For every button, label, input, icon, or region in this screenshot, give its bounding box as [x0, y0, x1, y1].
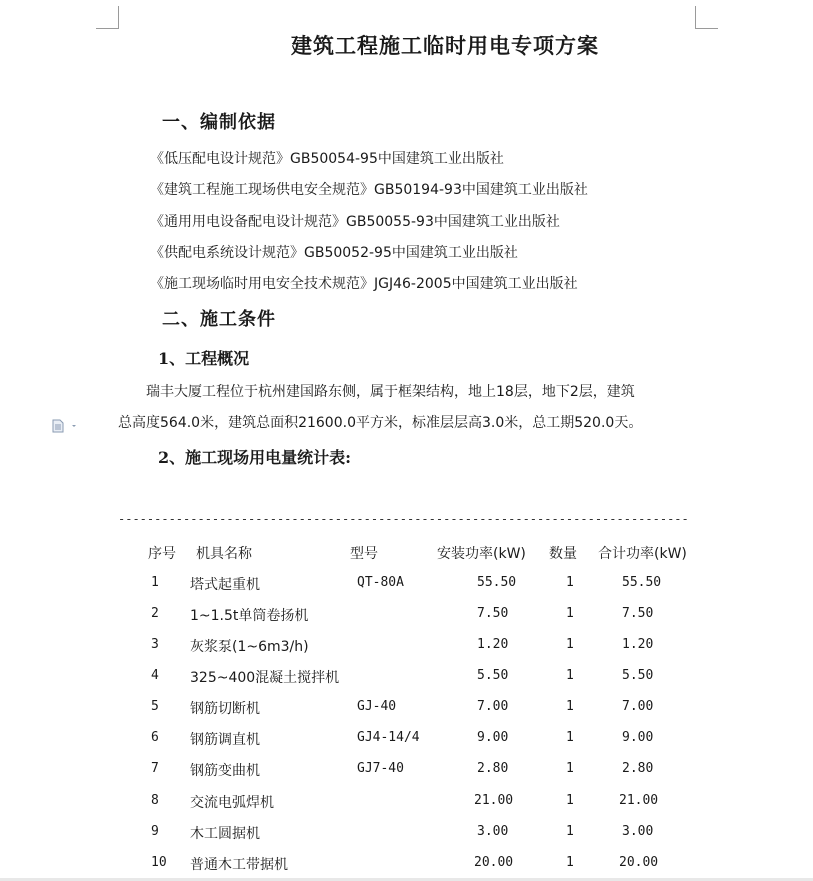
reference-item: 《施工现场临时用电安全技术规范》JGJ46-2005中国建筑工业出版社	[150, 276, 578, 292]
cell-power: 21.00	[474, 793, 514, 808]
cell-name: 普通木工带据机	[190, 857, 288, 873]
cell-no: 5	[151, 699, 159, 714]
cell-qty: 1	[566, 824, 574, 839]
cell-power: 9.00	[477, 730, 509, 745]
cell-name: 塔式起重机	[190, 577, 260, 593]
cell-power: 1.20	[477, 637, 509, 652]
cell-qty: 1	[566, 730, 574, 745]
table-header-qty: 数量	[549, 546, 577, 562]
overview-paragraph-line: 瑞丰大厦工程位于杭州建国路东侧，属于框架结构，地上18层，地下2层，建筑	[146, 384, 635, 400]
paragraph-menu-icon[interactable]	[52, 419, 80, 433]
cell-model: GJ4-14/4	[357, 730, 420, 745]
cell-power: 3.00	[477, 824, 509, 839]
reference-item: 《供配电系统设计规范》GB50052-95中国建筑工业出版社	[150, 245, 518, 261]
section-heading-basis: 一、编制依据	[162, 112, 276, 133]
table-header-total: 合计功率(kW)	[598, 546, 687, 562]
crop-mark-top-right	[695, 6, 718, 29]
cell-qty: 1	[566, 606, 574, 621]
cell-no: 10	[151, 855, 167, 870]
cell-name: 1~1.5t单筒卷扬机	[190, 608, 309, 624]
cell-name: 交流电弧焊机	[190, 795, 274, 811]
cell-no: 3	[151, 637, 159, 652]
cell-name: 灰浆泵(1~6m3/h)	[190, 639, 309, 655]
cell-total: 7.00	[622, 699, 654, 714]
cell-qty: 1	[566, 855, 574, 870]
table-separator: -------------------------------------------------------------------------------	[118, 512, 689, 526]
cell-total: 55.50	[622, 575, 662, 590]
cell-power: 20.00	[474, 855, 514, 870]
table-header-no: 序号	[148, 546, 176, 562]
cell-qty: 1	[566, 575, 574, 590]
cell-no: 2	[151, 606, 159, 621]
cell-qty: 1	[566, 668, 574, 683]
subsection-heading-power-table: 2、施工现场用电量统计表:	[158, 448, 352, 467]
reference-item: 《低压配电设计规范》GB50054-95中国建筑工业出版社	[150, 151, 504, 167]
cell-name: 325~400混凝土搅拌机	[190, 670, 340, 686]
cell-total: 21.00	[619, 793, 659, 808]
cell-qty: 1	[566, 637, 574, 652]
cell-power: 7.50	[477, 606, 509, 621]
cell-total: 7.50	[622, 606, 654, 621]
cell-total: 2.80	[622, 761, 654, 776]
reference-item: 《通用用电设备配电设计规范》GB50055-93中国建筑工业出版社	[150, 214, 560, 230]
cell-qty: 1	[566, 793, 574, 808]
cell-power: 7.00	[477, 699, 509, 714]
cell-total: 9.00	[622, 730, 654, 745]
cell-name: 钢筋调直机	[190, 732, 260, 748]
cell-power: 5.50	[477, 668, 509, 683]
cell-power: 2.80	[477, 761, 509, 776]
subsection-heading-overview: 1、工程概况	[158, 349, 250, 368]
document-title: 建筑工程施工临时用电专项方案	[291, 33, 599, 58]
cell-qty: 1	[566, 699, 574, 714]
reference-item: 《建筑工程施工现场供电安全规范》GB50194-93中国建筑工业出版社	[150, 182, 588, 198]
cell-no: 4	[151, 668, 159, 683]
crop-mark-top-left	[96, 6, 119, 29]
cell-power: 55.50	[477, 575, 517, 590]
cell-no: 9	[151, 824, 159, 839]
cell-name: 木工圆据机	[190, 826, 260, 842]
section-heading-conditions: 二、施工条件	[162, 309, 276, 330]
cell-total: 3.00	[622, 824, 654, 839]
cell-model: QT-80A	[357, 575, 404, 590]
cell-model: GJ-40	[357, 699, 397, 714]
cell-total: 1.20	[622, 637, 654, 652]
cell-no: 8	[151, 793, 159, 808]
overview-paragraph-line: 总高度564.0米，建筑总面积21600.0平方米，标准层层高3.0米，总工期520.0天。	[118, 415, 643, 431]
table-header-model: 型号	[350, 546, 378, 562]
cell-no: 6	[151, 730, 159, 745]
cell-total: 20.00	[619, 855, 659, 870]
cell-qty: 1	[566, 761, 574, 776]
cell-total: 5.50	[622, 668, 654, 683]
table-header-power: 安装功率(kW)	[437, 546, 526, 562]
cell-no: 1	[151, 575, 159, 590]
cell-no: 7	[151, 761, 159, 776]
cell-name: 钢筋切断机	[190, 701, 260, 717]
cell-name: 钢筋变曲机	[190, 763, 260, 779]
table-header-name: 机具名称	[196, 546, 252, 562]
cell-model: GJ7-40	[357, 761, 404, 776]
